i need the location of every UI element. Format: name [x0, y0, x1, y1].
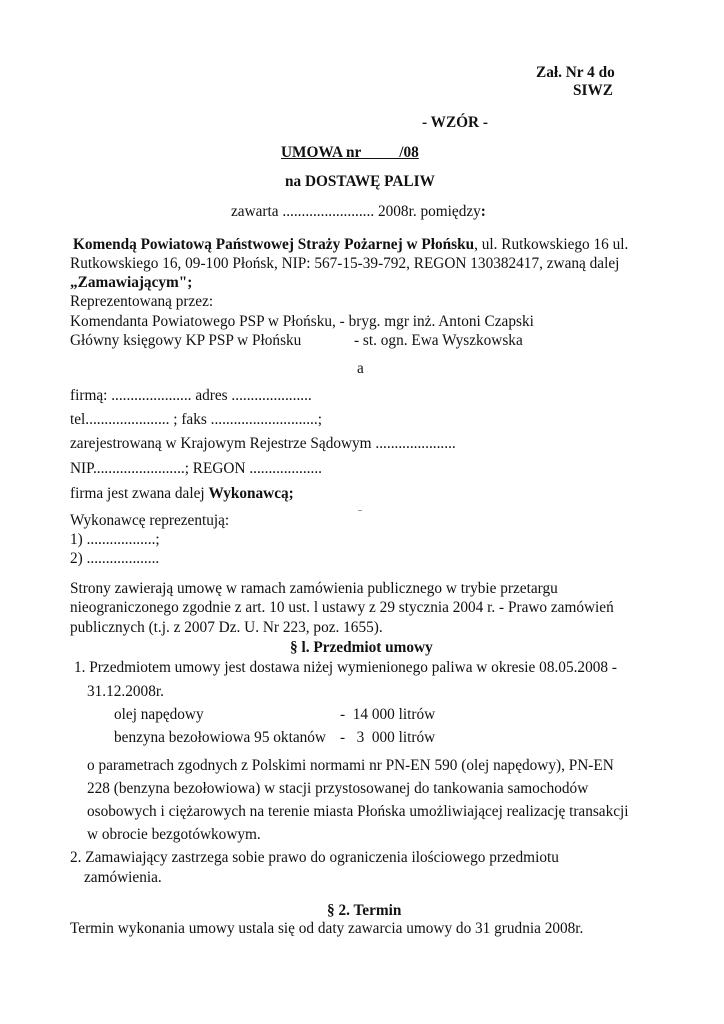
section1-item1-line1: 1. Przedmiotem umowy jest dostawa niżej wymienionego paliwa w okresie 08.05.2008 - [74, 659, 617, 676]
ordering-party-line [73, 236, 628, 254]
contractor-rep2: 2) ................... [70, 550, 160, 567]
params-line1: o parametrach zgodnych z Polskimi normami nr PN-EN 590 (olej napędowy), PN-EN [87, 757, 614, 774]
template-label: - WZÓR - [422, 114, 489, 131]
params-line4: w obrocie bezgotówkowym. [87, 826, 261, 843]
ordering-party-rep2-name: - st. ogn. Ewa Wyszkowska [354, 332, 523, 349]
ordering-party-address: , ul. Rutkowskiego 16 ul. [474, 236, 629, 253]
ordering-party-represented: Reprezentowaną przez: [70, 293, 214, 310]
contractor-alias: Wykonawcą; [208, 485, 294, 502]
contractor-phone: tel...................... ; faks ............................; [70, 411, 322, 428]
fuel1-quantity: - 14 000 litrów [340, 706, 436, 723]
preamble-line3: publicznych (t.j. z 2007 Dz. U. Nr 223, poz. 1655). [70, 619, 383, 636]
params-line3: osobowych i ciężarowych na terenie miasta Płońska umożliwiającej realizację transakcji [87, 803, 629, 820]
contractor-represented: Wykonawcę reprezentują: [70, 512, 230, 529]
contractor-alias-line [70, 485, 294, 503]
contractor-nip: NIP........................; REGON ................... [70, 460, 322, 477]
ordering-party-rep1: Komendanta Powiatowego PSP w Płońsku, - bryg. mgr inż. Antoni Czapski [70, 313, 534, 330]
section1-item2-line2: zamówienia. [84, 869, 162, 886]
fuel2-name: benzyna bezołowiowa 95 oktanów [114, 729, 326, 746]
contractor-rep1: 1) ..................; [70, 531, 160, 548]
contract-title: UMOWA nr /08 [281, 144, 419, 161]
section2-text: Termin wykonania umowy ustala się od daty zawarcia umowy do 31 grudnia 2008r. [70, 920, 584, 937]
section1-item1-line2: 31.12.2008r. [87, 683, 164, 700]
preamble-line1: Strony zawierają umowę w ramach zamówienia publicznego w trybie przetargu [70, 580, 558, 597]
ordering-party-rep2-role: Główny księgowy KP PSP w Płońsku [70, 332, 302, 349]
contract-subject: na DOSTAWĘ PALIW [285, 173, 435, 190]
section1-item2-line1: 2. Zamawiający zastrzega sobie prawo do ograniczenia ilościowego przedmiotu [70, 849, 559, 866]
contractor-registry: zarejestrowaną w Krajowym Rejestrze Sądowym ..................... [70, 435, 456, 452]
ordering-party-alias: „Zamawiającym"; [70, 274, 193, 291]
ordering-party-name: Komendą Powiatową Państwowej Straży Pożarnej w Płońsku [73, 236, 475, 253]
fuel2-quantity: - 3 000 litrów [340, 729, 436, 746]
contractor-alias-prefix: firma jest zwana dalej [70, 485, 209, 502]
and-separator: a [357, 360, 364, 377]
preamble-line2: nieograniczonego zgodnie z art. 10 ust. l ustawy z 29 stycznia 2004 r. - Prawo zamówień [70, 599, 614, 616]
scan-mark [358, 510, 362, 511]
attachment-label-siwz: SIWZ [573, 82, 613, 99]
attachment-label: Zał. Nr 4 do [536, 64, 615, 81]
concluded-text: zawarta ........................ 2008r. pomiędzy [231, 203, 481, 220]
ordering-party-address-2: Rutkowskiego 16, 09-100 Płońsk, NIP: 567-15-39-792, REGON 130382417, zwaną dalej [70, 255, 620, 272]
concluded-colon: : [480, 203, 486, 220]
fuel1-name: olej napędowy [114, 706, 204, 723]
section2-heading: § 2. Termin [327, 902, 402, 919]
section1-heading: § l. Przedmiot umowy [290, 639, 433, 656]
contractor-firm: firmą: ..................... adres ..................... [70, 387, 312, 404]
concluded-line [231, 203, 486, 221]
params-line2: 228 (benzyna bezołowiowa) w stacji przystosowanej do tankowania samochodów [87, 780, 589, 797]
